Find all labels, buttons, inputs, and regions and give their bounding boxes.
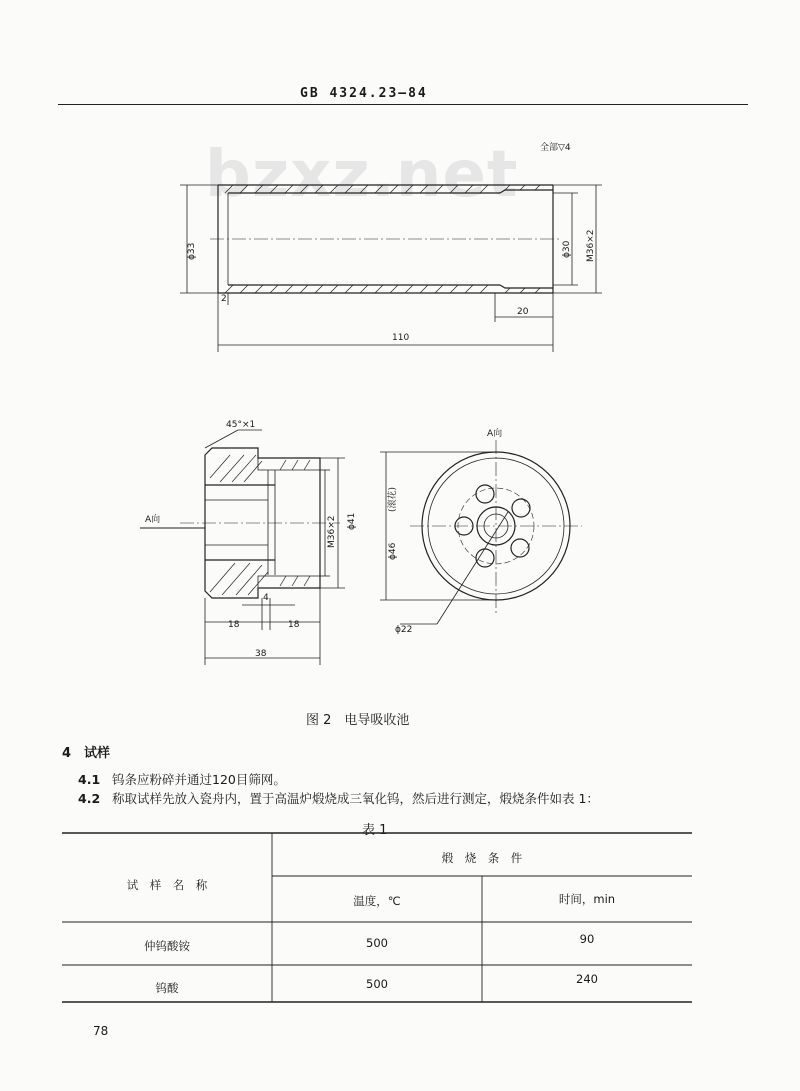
- dim-d33: ϕ33: [187, 242, 197, 260]
- th-calcination-conditions: 煅 烧 条 件: [441, 851, 523, 865]
- figure-caption: 图 2 电导吸收池: [306, 713, 410, 728]
- dim-d46: ϕ46: [388, 542, 398, 560]
- table-row-1-time: 90: [579, 932, 595, 946]
- page-header-code: GB 4324.23—84: [300, 86, 428, 101]
- table-caption: 表 1: [362, 823, 388, 838]
- dim-knurl: (滚花): [388, 486, 398, 512]
- dim-d22: ϕ22: [395, 625, 413, 635]
- table-row-1-name: 仲钨酸铵: [144, 939, 190, 953]
- paragraph-number: 4.2: [78, 791, 101, 806]
- dim-38: 38: [255, 649, 267, 659]
- view-label-a: A向: [145, 515, 161, 525]
- watermark: bzxz.net: [205, 138, 519, 212]
- th-time: 时间，min: [558, 892, 616, 906]
- dim-2: 2: [221, 294, 227, 304]
- paragraph-text: 称取试样先放入瓷舟内，置于高温炉煅烧成三氧化钨，然后进行测定，煅烧条件如表 1：: [112, 791, 599, 806]
- paragraph-text: 钨条应粉碎并通过120目筛网。: [112, 772, 286, 787]
- page-number: 78: [93, 1024, 109, 1038]
- th-sample-name: 试 样 名 称: [126, 878, 208, 892]
- section-4-title: 4 试样: [62, 746, 111, 761]
- dim-m36-cap: M36×2: [327, 515, 337, 548]
- table-row-2-name: 钨酸: [155, 981, 179, 995]
- dim-18-right: 18: [288, 620, 300, 630]
- th-temperature: 温度，℃: [353, 894, 401, 908]
- table-1: [62, 832, 692, 1004]
- dim-110: 110: [392, 333, 410, 343]
- dim-4: 4: [263, 593, 269, 603]
- view-arrow-a: A向: [487, 429, 503, 439]
- dim-chamfer: 45°×1: [226, 420, 256, 430]
- table-row-2-time: 240: [576, 972, 598, 986]
- dim-d41: ϕ41: [347, 512, 357, 530]
- paragraph-4-2: [78, 789, 599, 807]
- roughness-note: 全部▽4: [540, 143, 571, 153]
- table-row-2-temp: 500: [366, 977, 388, 991]
- dim-18-left: 18: [228, 620, 240, 630]
- table-row-1-temp: 500: [366, 936, 388, 950]
- dim-d30: ϕ30: [562, 240, 572, 258]
- dim-m36-top: M36×2: [586, 229, 596, 262]
- paragraph-number: 4.1: [78, 772, 101, 787]
- paragraph-4-1: [78, 770, 286, 788]
- dim-20: 20: [517, 307, 529, 317]
